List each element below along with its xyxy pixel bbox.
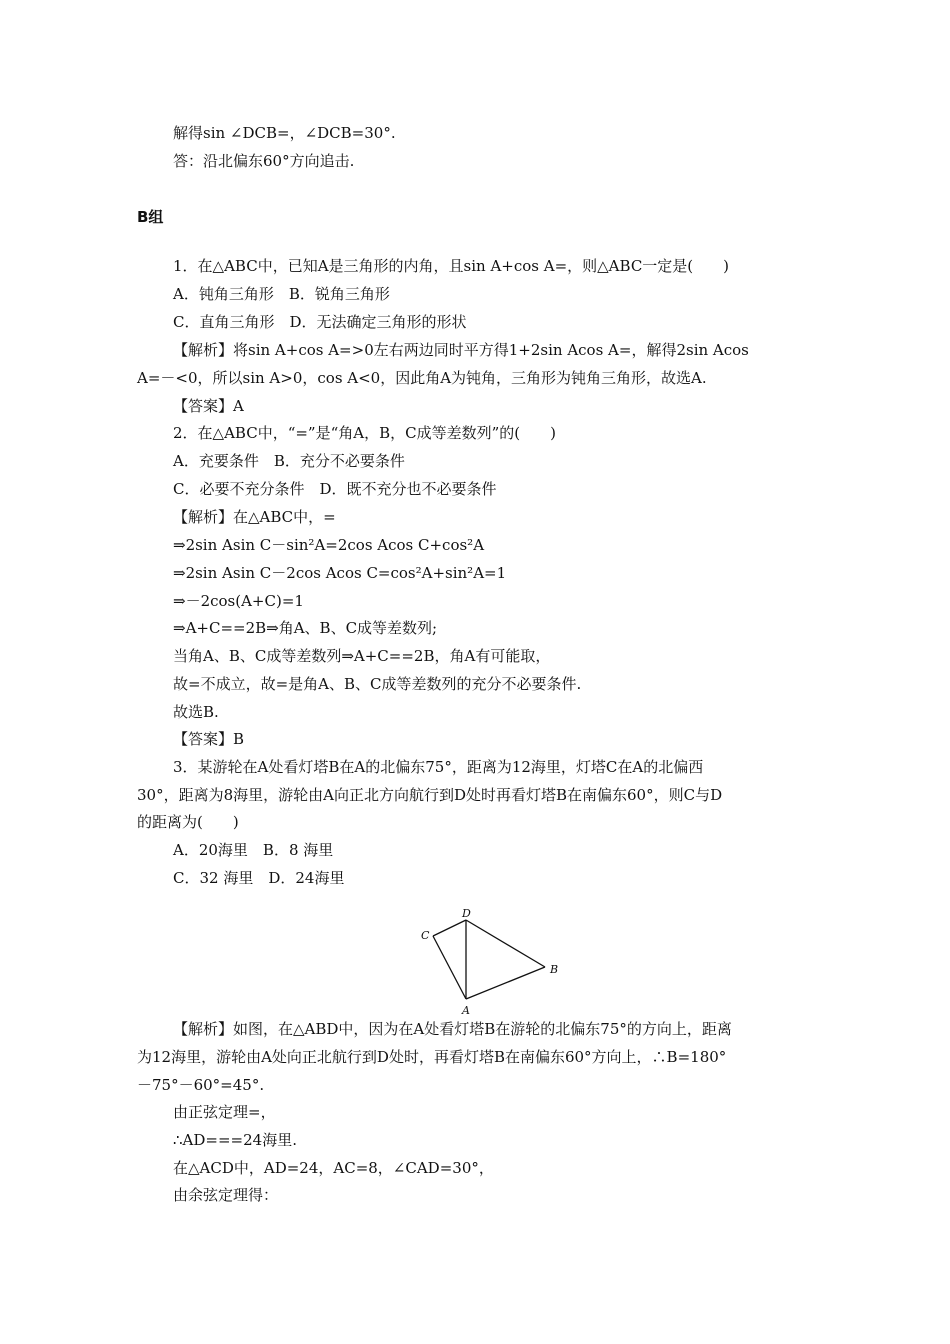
derivation-line: 当角A、B、C成等差数列⇒A+C==2B，角A有可能取， bbox=[173, 647, 551, 665]
answer-line: 【答案】B bbox=[173, 730, 245, 748]
question-3-cont: 的距离为( ) bbox=[137, 813, 239, 831]
text-line: 解得sin ∠DCB=，∠DCB=30°. bbox=[173, 124, 396, 142]
analysis-line: 【解析】将sin A+cos A=>0左右两边同时平方得1+2sin Acos A=，解得2sin Acos bbox=[173, 341, 749, 359]
section-heading: B组 bbox=[137, 208, 164, 226]
segment-db bbox=[466, 920, 545, 967]
options-line: A．充要条件 B．充分不必要条件 bbox=[173, 452, 405, 470]
question-1: 1．在△ABC中，已知A是三角形的内角，且sin A+cos A=，则△ABC一定是( ) bbox=[173, 257, 729, 275]
segment-ab bbox=[466, 967, 545, 999]
derivation-line: 故=不成立，故=是角A、B、C成等差数列的充分不必要条件. bbox=[173, 675, 582, 693]
derivation-line: ⇒2sin Asin C－2cos Acos C=cos²A+sin²A=1 bbox=[173, 564, 507, 582]
options-line: A．20海里 B．8 海里 bbox=[173, 841, 334, 859]
geometry-figure bbox=[418, 906, 568, 1018]
segment-cd bbox=[433, 920, 466, 936]
analysis-line: 【解析】在△ABC中，= bbox=[173, 508, 336, 526]
analysis-line: －75°－60°=45°. bbox=[137, 1076, 265, 1094]
analysis-line: 为12海里，游轮由A处向正北航行到D处时，再看灯塔B在南偏东60°方向上，∴B=180° bbox=[137, 1048, 727, 1066]
options-line: A．钝角三角形 B．锐角三角形 bbox=[173, 285, 390, 303]
options-line: C．32 海里 D．24海里 bbox=[173, 869, 345, 887]
derivation-line: ⇒2sin Asin C－sin²A=2cos Acos C+cos²A bbox=[173, 536, 485, 554]
answer-line: 【答案】A bbox=[173, 397, 244, 415]
options-line: C．直角三角形 D．无法确定三角形的形状 bbox=[173, 313, 467, 331]
text-line: 答：沿北偏东60°方向追击. bbox=[173, 152, 355, 170]
question-3-cont: 30°，距离为8海里，游轮由A向正北方向航行到D处时再看灯塔B在南偏东60°，则C与D bbox=[137, 786, 723, 804]
label-b: B bbox=[550, 963, 559, 976]
question-2: 2．在△ABC中，“=”是“角A，B，C成等差数列”的( ) bbox=[173, 424, 556, 442]
question-3: 3．某游轮在A处看灯塔B在A的北偏东75°，距离为12海里，灯塔C在A的北偏西 bbox=[173, 758, 704, 776]
derivation-line: ⇒－2cos(A+C)=1 bbox=[173, 592, 304, 610]
label-d: D bbox=[462, 907, 471, 920]
derivation-line: ⇒A+C==2B⇒角A、B、C成等差数列; bbox=[173, 619, 438, 637]
analysis-line: 在△ACD中，AD=24，AC=8，∠CAD=30°， bbox=[173, 1159, 494, 1177]
analysis-line: ∴AD===24海里. bbox=[173, 1131, 297, 1149]
analysis-line: A=－<0，所以sin A>0，cos A<0，因此角A为钝角，三角形为钝角三角形，故选A. bbox=[137, 369, 707, 387]
analysis-line: 由正弦定理=， bbox=[173, 1103, 276, 1121]
analysis-line: 【解析】如图，在△ABD中，因为在A处看灯塔B在游轮的北偏东75°的方向上，距离 bbox=[173, 1020, 732, 1038]
label-c: C bbox=[421, 929, 430, 942]
analysis-line: 由余弦定理得： bbox=[173, 1186, 279, 1204]
options-line: C．必要不充分条件 D．既不充分也不必要条件 bbox=[173, 480, 497, 498]
label-a: A bbox=[462, 1004, 470, 1017]
derivation-line: 故选B. bbox=[173, 703, 219, 721]
segment-ac bbox=[433, 936, 466, 999]
